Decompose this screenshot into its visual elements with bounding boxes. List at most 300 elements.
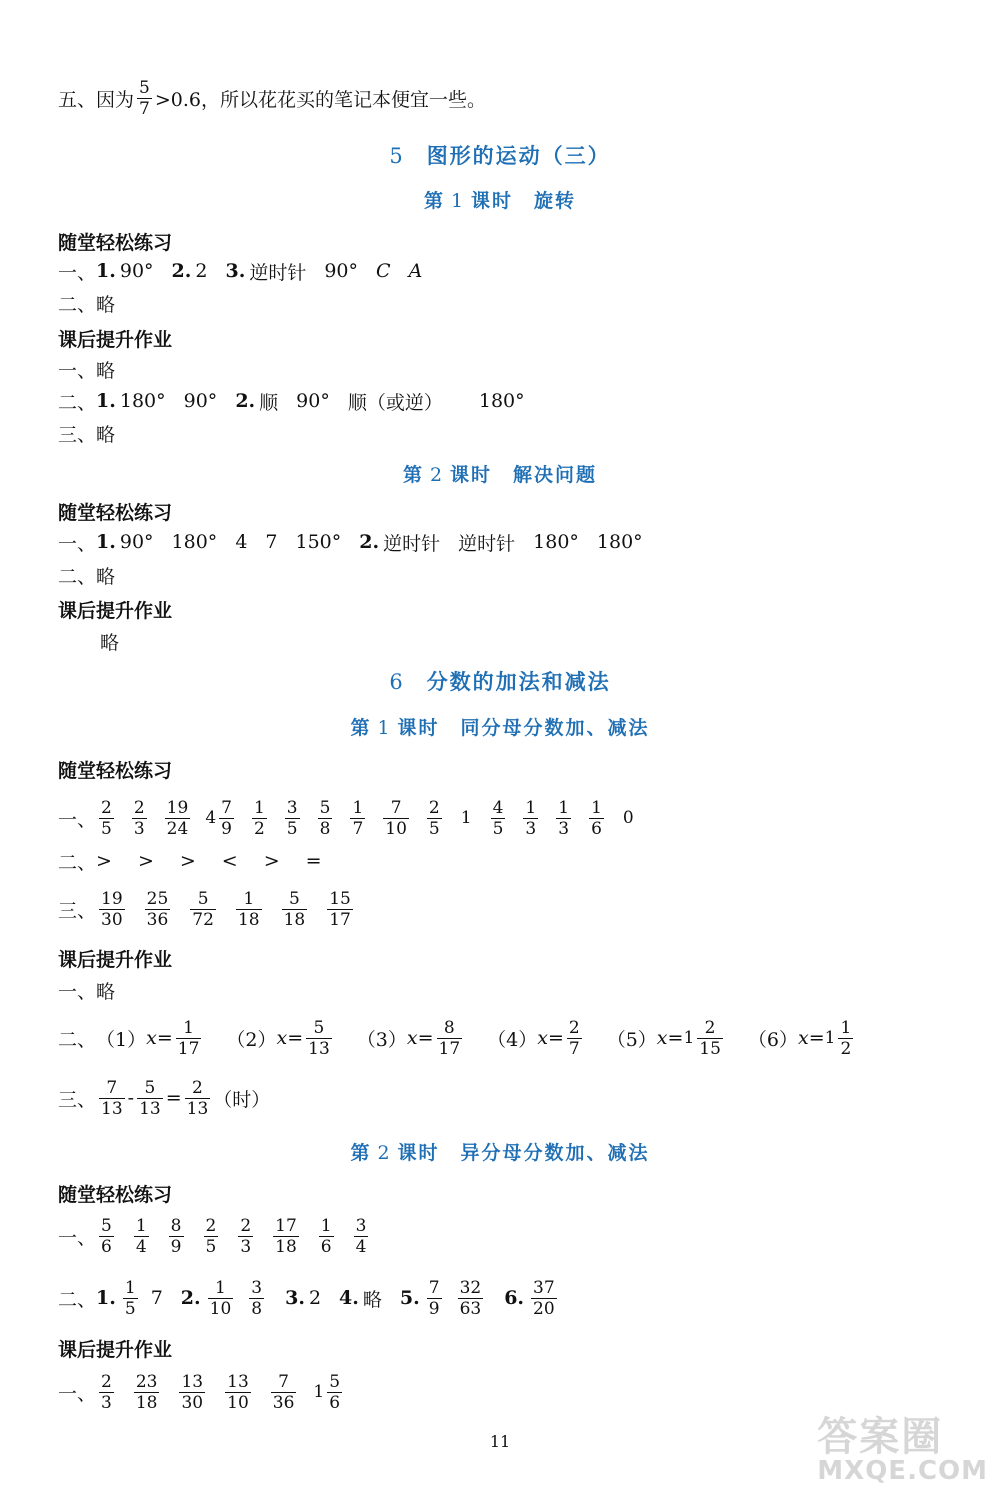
comparison-sign: > <box>96 850 112 872</box>
mixed-number <box>351 1216 372 1257</box>
fraction <box>176 1018 202 1059</box>
denominator: 36 <box>146 909 169 930</box>
numerator: 2 <box>192 1077 203 1098</box>
numerator: 1 <box>135 1215 147 1236</box>
answer-value: 1 <box>460 808 472 828</box>
answer-value: 逆时针 <box>458 532 516 555</box>
fraction <box>383 798 409 839</box>
answer-line <box>58 794 638 842</box>
fraction <box>99 1216 114 1257</box>
answer-line <box>58 885 356 933</box>
denominator: 3 <box>558 818 570 839</box>
mixed-number <box>270 1216 302 1257</box>
numerator: 3 <box>251 1277 263 1298</box>
numerator: 1 <box>840 1017 852 1038</box>
item-lead: 三、 <box>58 1088 97 1111</box>
answer-value: 90° <box>119 531 154 553</box>
answer-value: 7 <box>150 1287 163 1309</box>
numerator: 19 <box>101 888 123 909</box>
section-title: 随堂轻松练习 <box>58 1184 173 1206</box>
numerator: 1 <box>183 1017 194 1038</box>
mixed-number <box>268 1372 300 1413</box>
denominator: 6 <box>320 1236 332 1257</box>
item-lead: 一、 <box>58 1226 97 1249</box>
numerator: 5 <box>319 797 331 818</box>
numerator: 2 <box>428 797 440 818</box>
mixed-number <box>249 798 270 839</box>
unit-5-heading <box>0 140 1000 170</box>
fraction <box>697 1018 723 1059</box>
section-title: 随堂轻松练习 <box>58 232 173 254</box>
section-title: 随堂轻松练习 <box>58 760 173 782</box>
mixed-number <box>235 1216 256 1257</box>
item-lead: 一、 <box>58 261 97 284</box>
lesson-title: 课时 旋转 <box>471 190 577 212</box>
mixed-number <box>166 1216 187 1257</box>
item-number: 1. <box>96 260 116 282</box>
answer-line: 一、略 <box>58 359 116 382</box>
fraction <box>437 1018 463 1059</box>
answer-line: 二、略 <box>58 293 116 316</box>
denominator: 10 <box>385 818 407 839</box>
mixed-number <box>201 1216 222 1257</box>
denominator: 17 <box>438 1038 461 1059</box>
variable: x <box>798 1027 809 1049</box>
item-number: 2. <box>235 390 256 412</box>
comparison-sign: > <box>137 850 154 872</box>
numerator: 1 <box>243 888 255 909</box>
item-lead: 二、 <box>58 851 97 874</box>
denominator: 8 <box>251 1298 263 1319</box>
variable: x <box>406 1027 418 1049</box>
denominator: 13 <box>308 1038 330 1059</box>
sub-item-label: （2） <box>226 1028 277 1051</box>
denominator: 10 <box>209 1298 232 1319</box>
answer-line <box>58 1274 560 1322</box>
denominator: 7 <box>352 818 364 839</box>
denominator: 5 <box>428 818 440 839</box>
fraction <box>589 798 604 839</box>
answer-value: 90° <box>183 390 218 412</box>
denominator: 4 <box>355 1236 367 1257</box>
fraction <box>319 1216 334 1257</box>
denominator: 17 <box>177 1038 200 1059</box>
numerator: 19 <box>166 797 189 818</box>
mixed-number <box>564 1018 585 1059</box>
fraction <box>271 1372 297 1413</box>
fraction <box>99 1078 125 1119</box>
operator: = <box>667 1027 684 1049</box>
unit-6-heading <box>0 666 1000 696</box>
mixed-number <box>205 798 237 839</box>
answer-line: 略 <box>100 631 120 654</box>
numerator: 5 <box>313 1017 325 1038</box>
answer-value: 180° <box>478 390 525 412</box>
denominator: 3 <box>240 1236 252 1257</box>
answer-value: 略 <box>362 1288 382 1311</box>
mixed-number <box>131 1216 152 1257</box>
item-number: 3. <box>225 260 246 282</box>
unit-title: 图形的运动（三） <box>426 144 611 168</box>
mixed-number <box>434 1018 466 1059</box>
numerator: 8 <box>170 1215 182 1236</box>
numerator: 13 <box>181 1371 204 1392</box>
fraction <box>185 1078 211 1119</box>
denominator: 5 <box>492 818 504 839</box>
mixed-number <box>424 798 445 839</box>
operator: = <box>808 1027 825 1049</box>
numerator: 2 <box>101 797 112 818</box>
lesson-title: 课时 解决问题 <box>450 464 598 486</box>
numerator: 3 <box>355 1215 367 1236</box>
operator: = <box>417 1027 434 1049</box>
fraction <box>285 798 300 839</box>
fraction <box>427 798 442 839</box>
fraction <box>556 798 571 839</box>
item-lead: 一、 <box>58 808 97 831</box>
section-title: 课后提升作业 <box>58 600 173 622</box>
numerator: 2 <box>133 797 145 818</box>
answer-value: 180° <box>171 531 218 553</box>
item-lead: 二、 <box>58 1288 97 1311</box>
denominator: 36 <box>272 1392 295 1413</box>
denominator: 2 <box>253 818 265 839</box>
numerator: 17 <box>275 1215 297 1236</box>
mixed-number <box>131 1372 163 1413</box>
fraction <box>236 889 262 930</box>
mixed-number <box>96 889 128 930</box>
answer-value: 180° <box>533 531 579 553</box>
fraction <box>282 889 308 930</box>
answer-value: 逆时针 <box>249 261 307 284</box>
fraction <box>531 1278 557 1319</box>
operator: = <box>156 1027 173 1049</box>
fraction <box>137 78 152 119</box>
variable: x <box>537 1027 548 1049</box>
mixed-number <box>586 798 607 839</box>
denominator: 30 <box>101 909 123 930</box>
lesson-5-2-heading <box>0 460 1000 487</box>
section-title: 课后提升作业 <box>58 1339 173 1361</box>
mixed-number <box>129 798 150 839</box>
numerator: 1 <box>558 797 570 818</box>
answer-line <box>58 1074 270 1122</box>
sub-item-label: （5） <box>606 1028 657 1051</box>
fraction <box>169 1216 184 1257</box>
numerator: 15 <box>329 888 351 909</box>
denominator: 5 <box>286 818 298 839</box>
lesson-prefix: 第 <box>402 464 424 486</box>
denominator: 5 <box>205 1236 217 1257</box>
numerator: 25 <box>146 888 169 909</box>
mixed-number <box>315 798 336 839</box>
mixed-number <box>553 798 574 839</box>
numerator: 5 <box>329 1371 341 1392</box>
denominator: 24 <box>166 818 189 839</box>
denominator: 72 <box>192 909 214 930</box>
numerator: 7 <box>278 1371 289 1392</box>
answer-line-5 <box>58 78 486 118</box>
denominator: 9 <box>170 1236 182 1257</box>
denominator: 4 <box>135 1236 147 1257</box>
lesson-number: 1 <box>450 190 466 212</box>
item-lead: 二、 <box>58 1028 97 1051</box>
denominator: 18 <box>275 1236 297 1257</box>
denominator: 8 <box>319 818 331 839</box>
lesson-6-1-heading <box>0 713 1000 740</box>
operator: - <box>127 1087 135 1109</box>
fraction <box>427 1278 442 1319</box>
whole-part: 4 <box>205 808 217 828</box>
sub-item-label: （3） <box>356 1028 407 1051</box>
fraction <box>219 798 234 839</box>
item-lead: 三、 <box>58 899 97 922</box>
fraction <box>327 1372 342 1413</box>
mixed-number <box>162 798 194 839</box>
denominator: 17 <box>329 909 351 930</box>
denominator: 9 <box>221 818 232 839</box>
answer-value: 逆时针 <box>383 532 441 555</box>
denominator: 6 <box>591 818 602 839</box>
numerator: 5 <box>197 888 209 909</box>
answer-value: C <box>376 260 391 282</box>
sub-item-label: （4） <box>487 1028 538 1051</box>
numerator: 2 <box>568 1017 580 1038</box>
whole-part: 1 <box>683 1028 695 1048</box>
fraction <box>137 1078 163 1119</box>
mixed-number <box>222 1372 254 1413</box>
fraction <box>132 798 147 839</box>
mixed-number <box>187 889 219 930</box>
fraction <box>523 798 538 839</box>
comparison-sign: < <box>221 850 238 872</box>
lesson-number: 2 <box>429 464 445 486</box>
answer-value: 2 <box>308 1287 322 1309</box>
denominator: 18 <box>237 909 260 930</box>
operator: = <box>547 1027 564 1049</box>
denominator: 7 <box>139 98 150 119</box>
comparison-sign: > <box>179 850 196 872</box>
denominator: 13 <box>101 1098 123 1119</box>
unit-title: 分数的加法和减法 <box>426 670 611 694</box>
answer-line <box>58 845 322 877</box>
item-number: 3. <box>285 1287 305 1309</box>
denominator: 6 <box>101 1236 112 1257</box>
denominator: 15 <box>699 1038 721 1059</box>
mixed-number <box>282 798 303 839</box>
item-number: 2. <box>171 260 192 282</box>
whole-part: 1 <box>824 1028 836 1048</box>
answer-line: 一、略 <box>58 980 116 1003</box>
mixed-number <box>683 1018 725 1059</box>
numerator: 23 <box>135 1371 158 1392</box>
unit-text: （时） <box>213 1088 271 1111</box>
fraction <box>238 1216 253 1257</box>
numerator: 5 <box>101 1215 112 1236</box>
item-number: 6. <box>504 1287 525 1309</box>
denominator: 5 <box>101 818 112 839</box>
mixed-number <box>96 798 117 839</box>
item-lead: 二、 <box>58 391 97 414</box>
mixed-number <box>176 1372 208 1413</box>
numerator: 7 <box>221 797 232 818</box>
denominator: 20 <box>533 1298 555 1319</box>
denominator: 3 <box>101 1392 112 1413</box>
fraction <box>273 1216 299 1257</box>
fraction <box>249 1278 264 1319</box>
fraction <box>318 798 333 839</box>
numerator: 2 <box>205 1215 217 1236</box>
numerator: 7 <box>106 1077 118 1098</box>
numerator: 5 <box>288 888 300 909</box>
answer-value: 90° <box>324 260 359 282</box>
fraction <box>458 1278 484 1319</box>
watermark-text: 答案圈 <box>817 1414 944 1460</box>
mixed-number <box>825 1018 857 1059</box>
variable: x <box>146 1027 157 1049</box>
numerator: 2 <box>101 1371 112 1392</box>
lesson-number: 1 <box>377 717 392 739</box>
answer-value: 180° <box>596 531 643 553</box>
answer-line <box>58 1368 345 1416</box>
line-text: >0.6，所以花花买的笔记本便宜一些。 <box>154 88 486 111</box>
denominator: 63 <box>459 1298 482 1319</box>
item-number: 1. <box>96 390 116 412</box>
denominator: 13 <box>186 1098 209 1119</box>
answer-value: 90° <box>119 260 154 282</box>
fraction <box>134 1372 160 1413</box>
denominator: 3 <box>133 818 145 839</box>
mixed-number <box>347 798 368 839</box>
denominator: 2 <box>840 1038 852 1059</box>
fraction <box>567 1018 582 1059</box>
mixed-number <box>380 798 412 839</box>
answer-line: 三、略 <box>58 423 116 446</box>
numerator: 2 <box>240 1215 252 1236</box>
numerator: 1 <box>124 1277 136 1298</box>
unit-number: 6 <box>389 670 405 694</box>
page-number: 11 <box>489 1432 511 1451</box>
lesson-prefix: 第 <box>350 717 372 739</box>
item-number: 2. <box>180 1287 201 1309</box>
lesson-title: 课时 同分母分数加、减法 <box>397 717 650 739</box>
numerator: 37 <box>533 1277 555 1298</box>
fraction <box>225 1372 251 1413</box>
fraction <box>190 889 216 930</box>
lesson-title: 课时 异分母分数加、减法 <box>397 1142 650 1164</box>
numerator: 32 <box>459 1277 482 1298</box>
variable: x <box>276 1027 288 1049</box>
fraction <box>145 889 171 930</box>
lesson-prefix: 第 <box>350 1142 372 1164</box>
item-number: 2. <box>359 531 380 553</box>
numerator: 3 <box>286 797 298 818</box>
mixed-number <box>324 889 356 930</box>
mixed-number <box>173 1018 205 1059</box>
fraction <box>838 1018 853 1059</box>
sub-item-label: （6） <box>747 1028 798 1051</box>
denominator: 18 <box>283 909 306 930</box>
section-title: 课后提升作业 <box>58 949 173 971</box>
mixed-number <box>488 798 509 839</box>
fraction <box>99 1372 114 1413</box>
answer-line <box>58 1014 856 1062</box>
fraction <box>350 798 365 839</box>
whole-part: 1 <box>313 1382 325 1402</box>
item-number: 5. <box>399 1287 420 1309</box>
fraction <box>252 798 267 839</box>
answer-value: 2 <box>195 260 208 282</box>
line-text: 五、因为 <box>58 88 135 111</box>
answer-line <box>58 526 643 558</box>
fraction <box>165 798 191 839</box>
denominator: 3 <box>525 818 537 839</box>
fraction <box>123 1278 138 1319</box>
item-number: 1. <box>96 531 116 553</box>
answer-line <box>58 385 525 417</box>
mixed-number <box>279 889 311 930</box>
answer-value: 0 <box>622 808 634 828</box>
section-title: 课后提升作业 <box>58 329 173 351</box>
fraction <box>327 889 353 930</box>
answer-value: 90° <box>296 390 330 412</box>
mixed-number <box>303 1018 335 1059</box>
answer-value: 顺（或逆） <box>347 391 443 414</box>
numerator: 1 <box>320 1215 332 1236</box>
answer-value: 150° <box>295 531 342 553</box>
numerator: 1 <box>525 797 537 818</box>
variable: x <box>656 1027 668 1049</box>
answer-value: 4 <box>235 531 248 553</box>
fraction <box>204 1216 219 1257</box>
mixed-number <box>233 889 265 930</box>
operator: = <box>165 1087 182 1109</box>
sub-item-label: （1） <box>96 1028 147 1051</box>
item-number: 4. <box>339 1287 359 1309</box>
item-number: 1. <box>96 1287 116 1309</box>
denominator: 7 <box>568 1038 580 1059</box>
fraction <box>134 1216 149 1257</box>
operator: = <box>287 1027 304 1049</box>
denominator: 10 <box>227 1392 249 1413</box>
numerator: 1 <box>215 1277 226 1298</box>
answer-line <box>58 255 422 287</box>
answer-line: 二、略 <box>58 565 116 588</box>
item-lead: 一、 <box>58 532 97 555</box>
numerator: 5 <box>144 1077 156 1098</box>
numerator: 8 <box>443 1017 455 1038</box>
fraction <box>99 798 114 839</box>
lesson-prefix: 第 <box>423 190 445 212</box>
numerator: 1 <box>352 797 364 818</box>
answer-value: 7 <box>265 531 278 553</box>
numerator: 2 <box>704 1017 716 1038</box>
fraction <box>179 1372 205 1413</box>
lesson-5-1-heading <box>0 186 1000 213</box>
numerator: 7 <box>428 1277 440 1298</box>
watermark-logo <box>817 1405 988 1486</box>
denominator: 13 <box>139 1098 161 1119</box>
mixed-number <box>142 889 174 930</box>
denominator: 9 <box>428 1298 440 1319</box>
numerator: 1 <box>591 797 602 818</box>
mixed-number <box>313 1372 345 1413</box>
lesson-number: 2 <box>377 1142 392 1164</box>
answer-value: 180° <box>119 390 166 412</box>
answer-value: A <box>408 260 423 282</box>
mixed-number <box>520 798 541 839</box>
fraction <box>354 1216 369 1257</box>
